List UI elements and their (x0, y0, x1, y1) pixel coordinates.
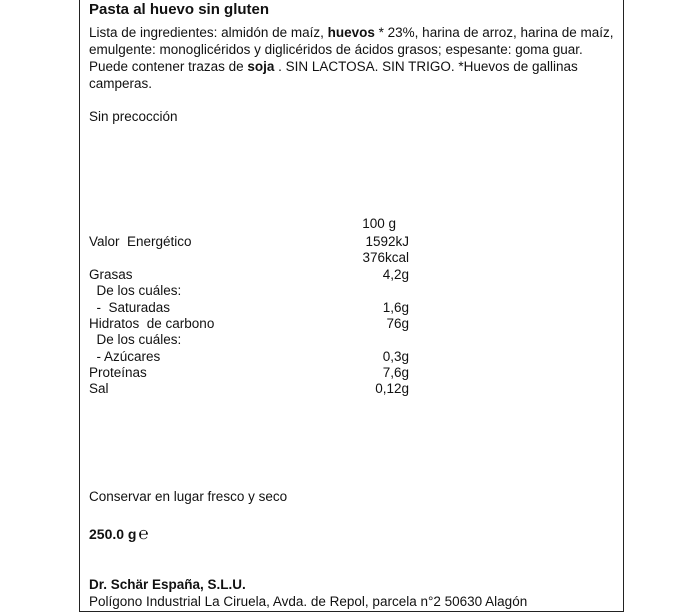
nutrition-label: - Azúcares (89, 349, 161, 364)
ingredient-allergen: huevos (327, 25, 375, 40)
nutrition-header-row (89, 216, 409, 232)
nutrition-row (89, 283, 409, 299)
nutrition-row (89, 365, 409, 381)
nutrition-value: 0,3g (382, 349, 409, 364)
nutrition-value: 7,6g (382, 365, 409, 380)
nutrition-row (89, 267, 409, 283)
nutrition-label: - Saturadas (89, 300, 171, 315)
nutrition-row (89, 349, 409, 365)
nutrition-label: Proteínas (89, 365, 147, 380)
storage-instructions: Conservar en lugar fresco y seco (89, 489, 288, 504)
ingredient-text: Lista de ingredientes: almidón de maíz, (89, 25, 328, 40)
ingredient-text: * 23%, harina de arroz, harina de maíz, emulgente: monoglicéridos y diglicéridos de ácidos grasos; espesante: goma guar. Puede contener trazas de (89, 25, 614, 74)
nutrition-label: De los cuáles: (89, 332, 182, 347)
nutrition-label: De los cuáles: (89, 283, 182, 298)
nutrition-value: 1592kJ (365, 234, 409, 249)
ingredient-allergen: soja (247, 59, 275, 74)
nutrition-value: 0,12g (375, 381, 409, 396)
nutrition-row (89, 234, 409, 250)
nutrition-label: Hidratos de carbono (89, 316, 215, 331)
preparation-note: Sin precocción (89, 109, 178, 124)
net-weight-value: 250.0 g (89, 526, 137, 542)
nutrition-row (89, 250, 409, 266)
product-title: Pasta al huevo sin gluten (89, 1, 270, 18)
nutrition-value: 76g (386, 316, 409, 331)
nutrition-label: Sal (89, 381, 109, 396)
nutrition-value: 4,2g (382, 267, 409, 282)
nutrition-label: Grasas (89, 267, 133, 282)
nutrition-row (89, 381, 409, 397)
manufacturer-name: Dr. Schär España, S.L.U. (89, 577, 246, 592)
nutrition-row (89, 316, 409, 332)
nutrition-value: 1,6g (382, 300, 409, 315)
ingredient-text: . SIN LACTOSA. SIN TRIGO. *Huevos de gallinas camperas. (89, 59, 578, 91)
estimated-sign-icon: ℮ (138, 524, 149, 543)
net-weight (89, 526, 149, 542)
nutrition-per-label: 100 g (362, 216, 396, 231)
nutrition-value: 376kcal (362, 250, 409, 265)
nutrition-row (89, 332, 409, 348)
nutrition-label: Valor Energético (89, 234, 192, 249)
nutrition-row (89, 300, 409, 316)
manufacturer-address: Polígono Industrial La Ciruela, Avda. de Repol, parcela n°2 50630 Alagón (89, 594, 528, 609)
